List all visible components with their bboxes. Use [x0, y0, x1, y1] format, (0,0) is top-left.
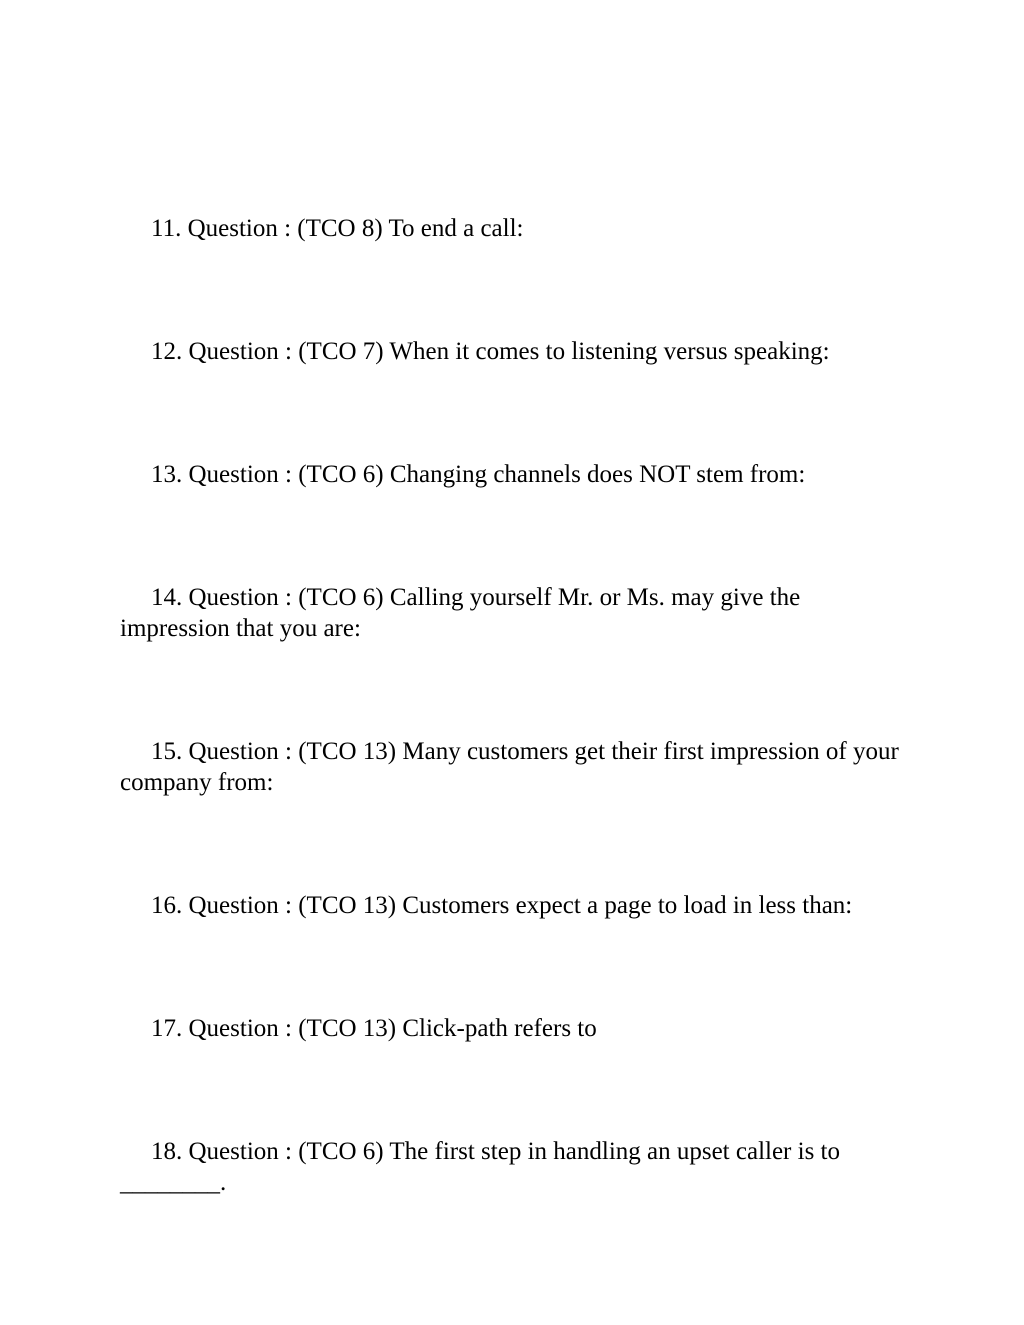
- question-17: 17. Question : (TCO 13) Click-path refers to: [151, 1015, 597, 1042]
- question-13: 13. Question : (TCO 6) Changing channels does NOT stem from:: [151, 461, 806, 488]
- question-14: 14. Question : (TCO 6) Calling yourself Mr. or Ms. may give the impression that you are:: [120, 584, 801, 642]
- question-15: 15. Question : (TCO 13) Many customers get their first impression of your company from:: [120, 738, 899, 796]
- question-11: 11. Question : (TCO 8) To end a call:: [151, 215, 524, 242]
- question-18: 18. Question : (TCO 6) The first step in handling an upset caller is to ________.: [120, 1138, 841, 1196]
- question-16: 16. Question : (TCO 13) Customers expect a page to load in less than:: [151, 892, 853, 919]
- question-12: 12. Question : (TCO 7) When it comes to listening versus speaking:: [151, 338, 830, 365]
